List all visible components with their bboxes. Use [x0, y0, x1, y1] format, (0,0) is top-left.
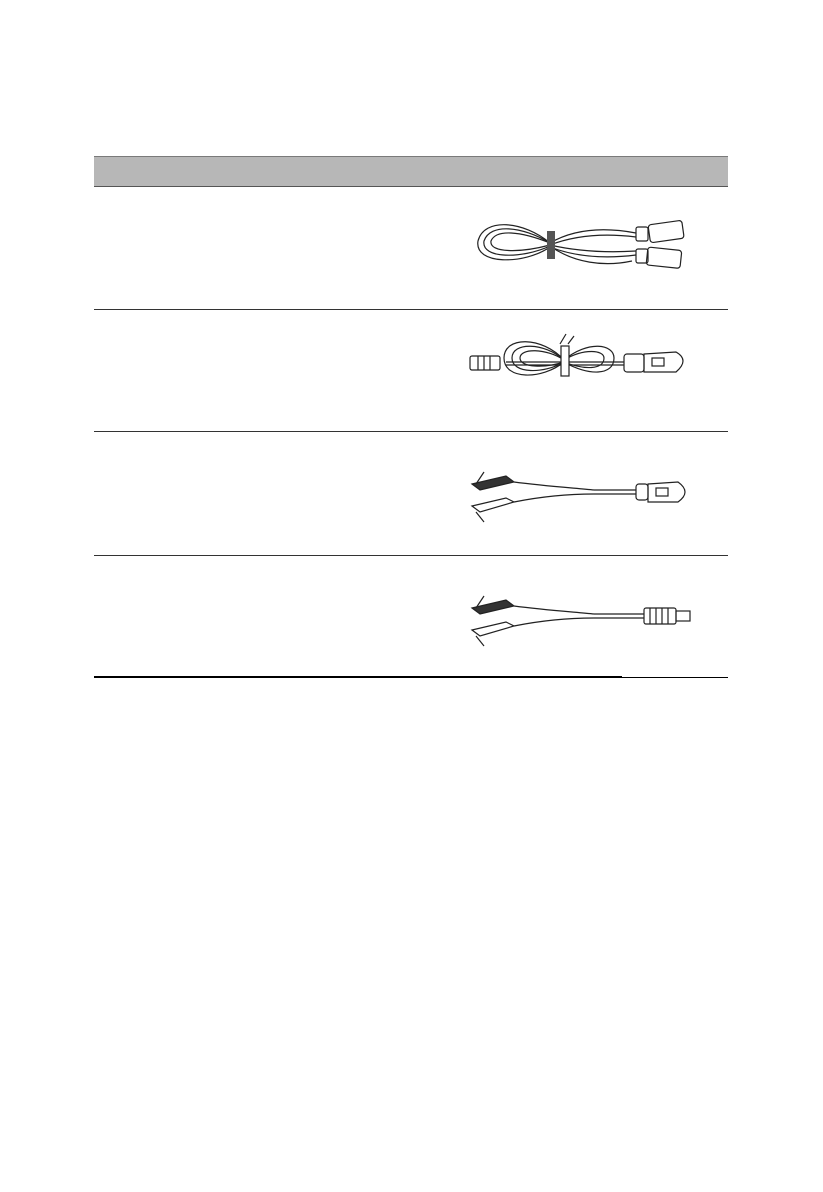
dc-car-charger-cable-icon	[464, 330, 704, 392]
table-row	[94, 187, 728, 309]
table-bottom-rule-extension	[622, 677, 728, 678]
table-row	[94, 310, 728, 431]
usb-c-cable-icon	[464, 213, 704, 275]
table-row	[94, 556, 728, 676]
alligator-clip-car-plug-cable-icon	[464, 462, 704, 524]
table-row	[94, 432, 728, 555]
table-header	[94, 156, 728, 187]
table-bottom-rule	[94, 676, 622, 678]
alligator-clip-dc-cable-icon	[464, 586, 704, 648]
